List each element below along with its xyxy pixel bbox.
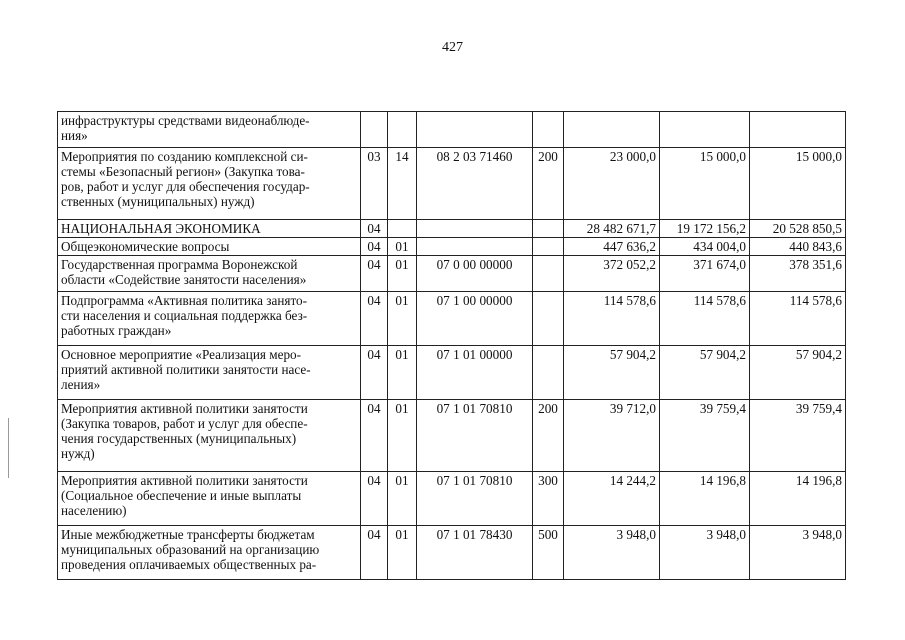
cell-subsection: 01 [388,472,417,526]
cell-amount-year-2: 3 948,0 [660,526,750,580]
cell-name: Основное мероприятие «Реализация меро- приятий активной политики занятости насе- ления» [58,346,361,400]
cell-section: 04 [361,472,388,526]
cell-amount-year-1: 14 244,2 [564,472,660,526]
cell-amount-year-2: 14 196,8 [660,472,750,526]
cell-target-article: 07 1 01 70810 [417,472,533,526]
cell-amount-year-2: 15 000,0 [660,148,750,220]
cell-section: 04 [361,256,388,292]
cell-name: инфраструктуры средствами видеонаблюде- ния» [58,112,361,148]
table-row [58,346,846,400]
cell-expense-type [533,292,564,346]
table-row [58,220,846,238]
cell-name: Мероприятия активной политики занятости (Закупка товаров, работ и услуг для обеспе- чения государственных (муниципальных) нужд) [58,400,361,472]
cell-amount-year-2: 19 172 156,2 [660,220,750,238]
cell-section: 04 [361,400,388,472]
table-row [58,238,846,256]
table-row [58,256,846,292]
cell-amount-year-1 [564,112,660,148]
cell-amount-year-3: 378 351,6 [750,256,846,292]
cell-subsection: 01 [388,238,417,256]
cell-subsection [388,220,417,238]
cell-amount-year-1: 57 904,2 [564,346,660,400]
cell-section: 04 [361,292,388,346]
cell-subsection: 01 [388,400,417,472]
cell-target-article: 07 1 01 70810 [417,400,533,472]
cell-amount-year-3: 39 759,4 [750,400,846,472]
cell-name: Мероприятия активной политики занятости (Социальное обеспечение и иные выплаты населению) [58,472,361,526]
cell-amount-year-1: 372 052,2 [564,256,660,292]
cell-subsection: 01 [388,346,417,400]
cell-amount-year-3: 3 948,0 [750,526,846,580]
cell-section: 03 [361,148,388,220]
cell-amount-year-2 [660,112,750,148]
table-body [58,112,846,580]
cell-expense-type [533,112,564,148]
cell-target-article: 08 2 03 71460 [417,148,533,220]
cell-name: Иные межбюджетные трансферты бюджетам муниципальных образований на организацию проведения оплачиваемых общественных ра- [58,526,361,580]
cell-subsection [388,112,417,148]
cell-name: Мероприятия по созданию комплексной си- стемы «Безопасный регион» (Закупка това- ров, работ и услуг для обеспечения государ- ственных (муниципальных) нужд) [58,148,361,220]
cell-amount-year-3: 440 843,6 [750,238,846,256]
cell-amount-year-1: 23 000,0 [564,148,660,220]
cell-amount-year-1: 28 482 671,7 [564,220,660,238]
cell-target-article: 07 0 00 00000 [417,256,533,292]
table-row [58,526,846,580]
cell-section: 04 [361,526,388,580]
cell-amount-year-2: 39 759,4 [660,400,750,472]
cell-expense-type: 200 [533,400,564,472]
table-row [58,292,846,346]
cell-subsection: 01 [388,292,417,346]
cell-amount-year-3: 114 578,6 [750,292,846,346]
cell-target-article: 07 1 01 78430 [417,526,533,580]
cell-amount-year-3: 20 528 850,5 [750,220,846,238]
margin-mark [8,418,9,478]
cell-name: Государственная программа Воронежской области «Содействие занятости населения» [58,256,361,292]
page-number: 427 [442,40,463,55]
cell-expense-type [533,346,564,400]
table-row [58,112,846,148]
cell-section: 04 [361,346,388,400]
cell-expense-type [533,220,564,238]
cell-amount-year-2: 434 004,0 [660,238,750,256]
cell-section: 04 [361,220,388,238]
cell-target-article: 07 1 00 00000 [417,292,533,346]
cell-target-article [417,220,533,238]
cell-expense-type: 300 [533,472,564,526]
cell-amount-year-2: 57 904,2 [660,346,750,400]
table-row [58,148,846,220]
cell-expense-type: 200 [533,148,564,220]
cell-section: 04 [361,238,388,256]
cell-subsection: 14 [388,148,417,220]
cell-amount-year-1: 39 712,0 [564,400,660,472]
cell-target-article [417,112,533,148]
cell-amount-year-2: 371 674,0 [660,256,750,292]
cell-expense-type [533,238,564,256]
table-row [58,400,846,472]
cell-target-article: 07 1 01 00000 [417,346,533,400]
cell-name: Общеэкономические вопросы [58,238,361,256]
table-row [58,472,846,526]
cell-amount-year-2: 114 578,6 [660,292,750,346]
cell-expense-type: 500 [533,526,564,580]
cell-amount-year-1: 447 636,2 [564,238,660,256]
cell-name: НАЦИОНАЛЬНАЯ ЭКОНОМИКА [58,220,361,238]
cell-subsection: 01 [388,526,417,580]
cell-amount-year-3 [750,112,846,148]
cell-amount-year-3: 14 196,8 [750,472,846,526]
cell-amount-year-3: 15 000,0 [750,148,846,220]
budget-table [57,111,846,580]
cell-target-article [417,238,533,256]
cell-expense-type [533,256,564,292]
cell-section [361,112,388,148]
cell-amount-year-1: 3 948,0 [564,526,660,580]
cell-name: Подпрограмма «Активная политика занято- сти населения и социальная поддержка без- работных граждан» [58,292,361,346]
cell-amount-year-1: 114 578,6 [564,292,660,346]
cell-subsection: 01 [388,256,417,292]
cell-amount-year-3: 57 904,2 [750,346,846,400]
